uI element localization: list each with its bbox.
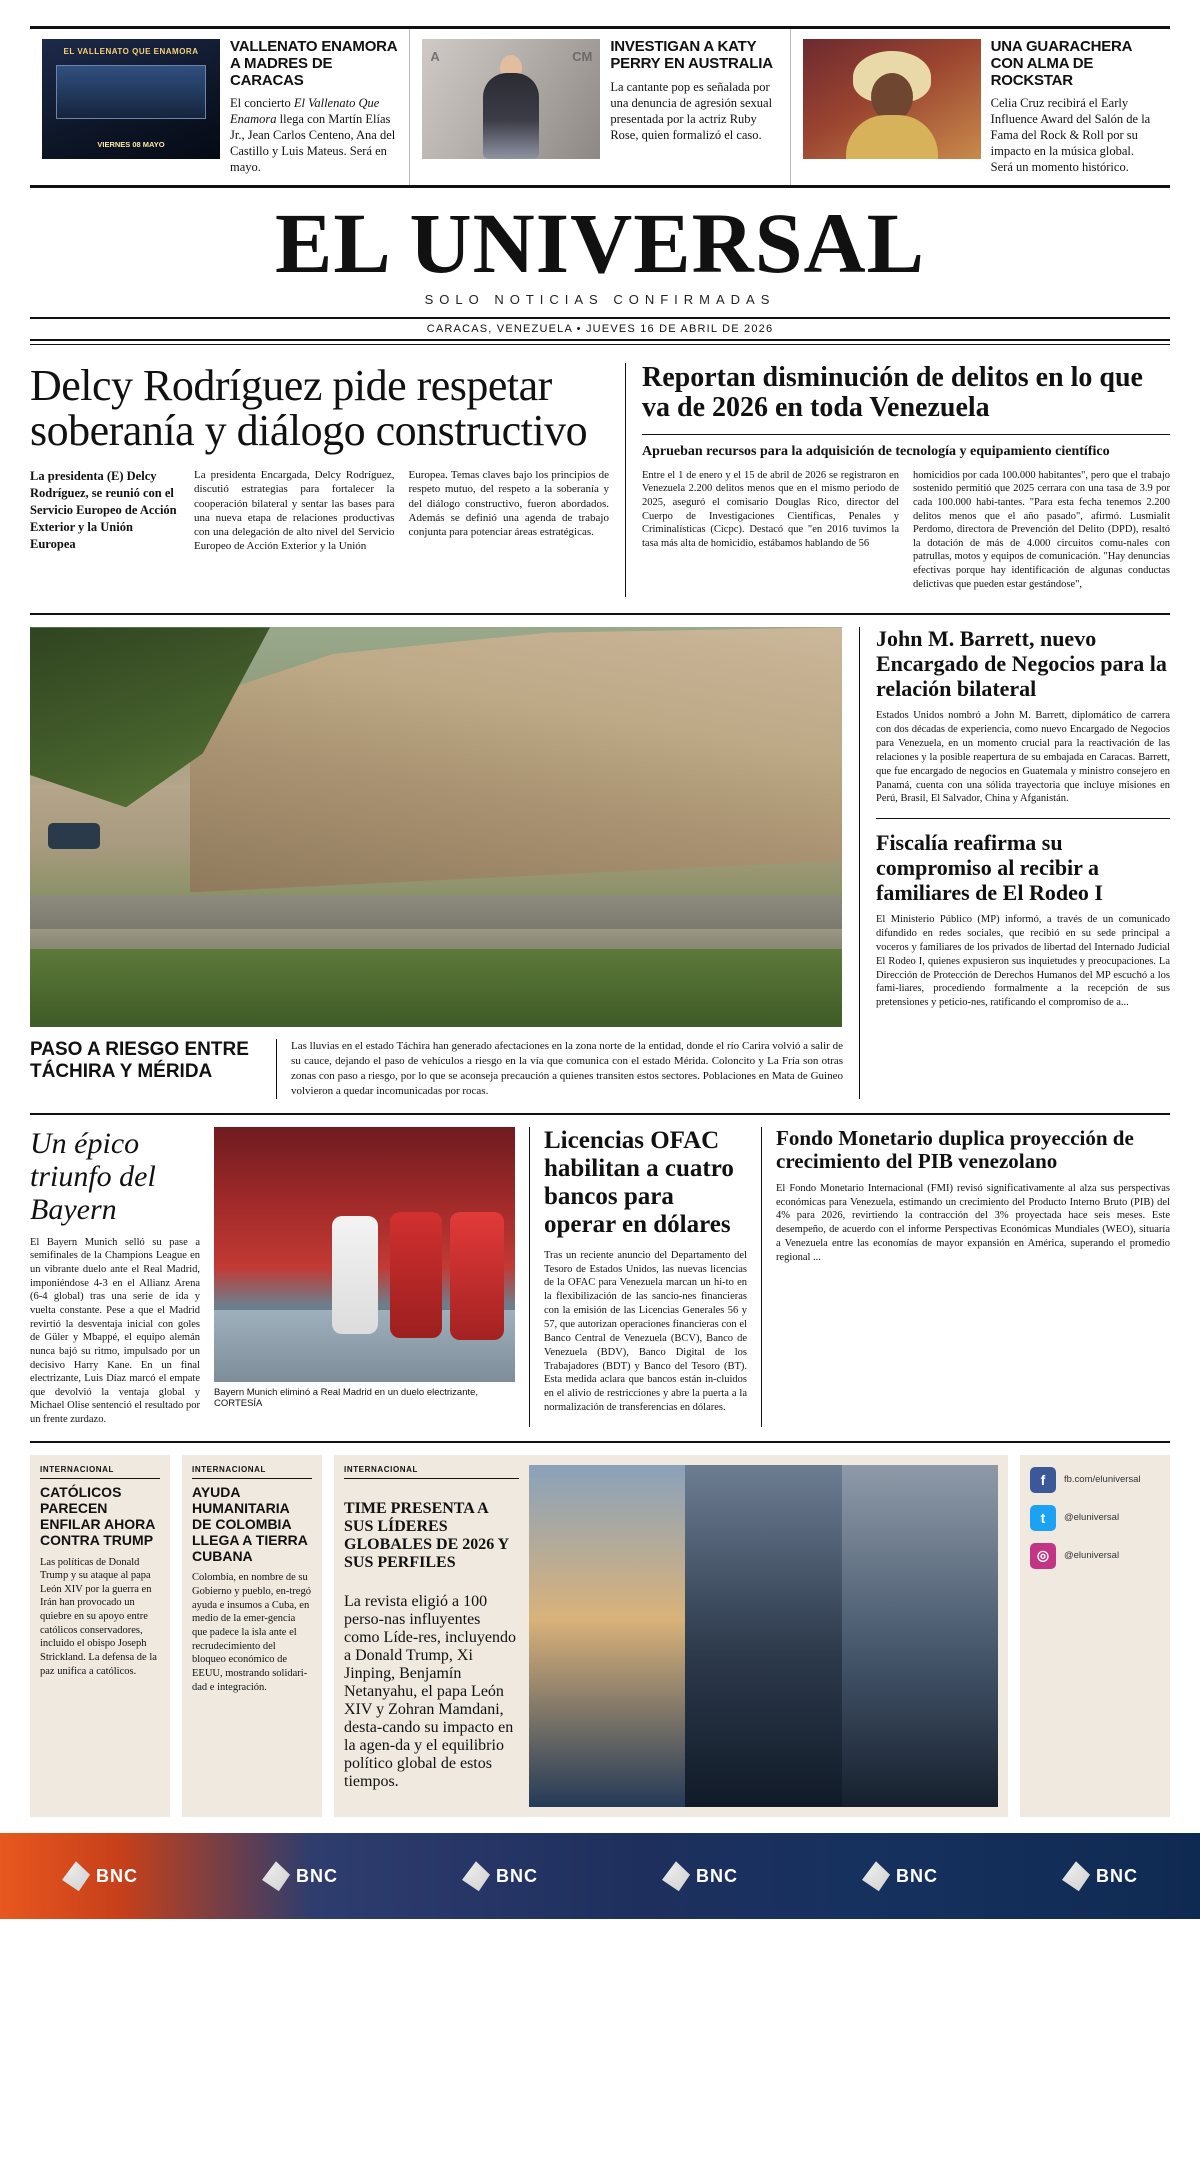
bnc-label: BNC: [696, 1865, 738, 1886]
fmi-article: [762, 1127, 1170, 1427]
bayern-headline[interactable]: Un épico triunfo del Bayern: [30, 1126, 156, 1226]
leaf-icon: [1062, 1861, 1090, 1891]
crime-headline[interactable]: Reportan disminución de delitos en lo que va de 2026 en toda Venezuela: [642, 361, 1143, 424]
player-red-1: [390, 1212, 442, 1338]
instagram-handle: @eluniversal: [1064, 1550, 1120, 1562]
lead-headline[interactable]: Delcy Rodríguez pide respetar soberanía y diálogo constructivo: [30, 360, 588, 456]
social-links: [1020, 1455, 1170, 1818]
twitter-glyph: t: [1040, 1509, 1046, 1526]
time-photo-collage: [529, 1465, 998, 1808]
side-article-text: El Ministerio Público (MP) informó, a través de un comunicado difundido en redes sociales, que recibió en su sede principal a voceros y familiares de los privados de libertad del Internado Judicial El Rodeo I, quienes expusieron sus inquietudes y preocupaciones. La Dirección de Protección de Derechos Humanos del MP escuchó a los fami-liares, procediendo formalmente a la recepción de sus pretensiones y peticio-nes, ratificando el compromiso de a...: [876, 914, 1170, 1009]
crime-column-1: [642, 469, 899, 598]
football-photo-caption: Bayern Munich eliminó a Real Madrid en un duelo electrizante, CORTESÍA: [214, 1386, 479, 1409]
player-red-2: [450, 1212, 504, 1340]
lead-standfirst: La presidenta (E) Delcy Rodríguez, se reunió con el Servicio Europeo de Acción Exterior y la Unión Europea: [30, 469, 177, 551]
main-photo-section: [30, 613, 1170, 1098]
international-text: Las políticas de Donald Trump y su ataque al papa León XIV por la guerra en Irán han provocado un quiebre en su apoyo entre católicos conservadores, incluido el obispo Joseph Strickland. La defensa de la paz unifica a católicos.: [40, 1556, 157, 1677]
bayern-article: [30, 1127, 530, 1427]
section-tag: INTERNACIONAL: [192, 1465, 312, 1479]
bayern-photo-column: [214, 1127, 515, 1427]
leaf-icon: [62, 1861, 90, 1891]
fmi-block: [776, 1127, 1170, 1277]
fmi-title[interactable]: Fondo Monetario duplica proyección de crecimiento del PIB venezolano: [776, 1125, 1134, 1174]
teaser-title[interactable]: VALLENATO ENAMORA A MADRES DE CARACAS: [230, 38, 397, 89]
bnc-logo: [262, 1861, 338, 1891]
celia-cruz-thumb: [803, 39, 981, 159]
photo-caption-title: PASO A RIESGO ENTRE TÁCHIRA Y MÉRIDA: [30, 1039, 249, 1083]
teaser-strip: [30, 26, 1170, 188]
leaf-icon: [862, 1861, 890, 1891]
teaser-text-block: [610, 39, 777, 175]
teaser-body: [230, 95, 397, 175]
lead-column-1: [194, 468, 395, 561]
twitter-icon[interactable]: [1030, 1505, 1056, 1531]
lead-column-2: [409, 468, 610, 561]
photo-caption-text: Las lluvias en el estado Táchira han generado afectaciones en la zona norte de la entidad, donde el río Carira volvió a salir de su cauce, dejando el paso de vehículos a riesgo en la vía que comunica con el estado Mérida. Coloncito y La Fría son otras zonas con paso a riesgo, por lo que se aconseja precaución a quienes transiten estos sectores. Poblaciones en Mata de Guineo volvieron a quedar incomunicadas por rocas.: [276, 1039, 843, 1098]
bnc-logo: [62, 1861, 138, 1891]
time-text-column: [344, 1465, 519, 1808]
fmi-text: El Fondo Monetario Internacional (FMI) revisó significativamente al alza sus perspectivas económicas para Venezuela, estimando un crecimiento del Producto Interno Bruto (PIB) del 4% para 2026, revirtiendo la contracción del 3% proyectada hace seis meses. Este desempeño, de acuerdo con el informe Perspectivas Económicas Mundiales (WEO), situaría a Venezuela entre las economías de mayor expansión en América, superando el promedio regional ...: [776, 1182, 1170, 1264]
social-instagram[interactable]: [1030, 1543, 1160, 1569]
crime-paragraph: homicidios por cada 100.000 habitantes", pero que el trabajo sostenido permitió que 2025 cerrara con una tasa de 3.9 por cada 100.000 habi-tantes. "Para esta fecha tenemos 2.200 delitos menos que el año pasado", afirmó. Lusmialit Perdomo, directora de Prevención del Delito (DPD), resaltó la dotación de más de 4.000 circuitos comu-nales con patrullas, motos y equipos de comunicación. "Hay denuncias efectivas porque hay identificación de algunas conductas delictivas que pueden estar gestándose",: [913, 469, 1170, 590]
lead-paragraph: Europea. Temas claves bajo los principios de respeto mutuo, del respeto a la soberanía y del diálogo constructivo, fueron abordados. Además se definió una agenda de trabajo conjunta para potenciar áreas estratégicas.: [408, 469, 609, 539]
side-article: [876, 831, 1170, 1022]
photo-vehicle: [48, 823, 100, 849]
teaser-body-italic: El Vallenato Que Enamora: [230, 96, 380, 127]
teaser-body-pre: El concierto: [230, 96, 294, 111]
bnc-logo: [462, 1861, 538, 1891]
twitter-handle: @eluniversal: [1064, 1512, 1120, 1524]
person-figure: [483, 73, 539, 159]
main-photo-block: [30, 627, 860, 1098]
portrait-netanyahu: [842, 1465, 998, 1808]
dateline: CARACAS, VENEZUELA • JUEVES 16 DE ABRIL DE 2026: [30, 317, 1170, 341]
newspaper-title: EL UNIVERSAL: [274, 195, 926, 292]
bnc-logo: [662, 1861, 738, 1891]
instagram-glyph: ◎: [1036, 1547, 1050, 1564]
player-white: [332, 1216, 378, 1334]
teaser-item[interactable]: [790, 29, 1170, 185]
leaf-icon: [462, 1861, 490, 1891]
bnc-label: BNC: [496, 1865, 538, 1886]
facebook-icon[interactable]: [1030, 1467, 1056, 1493]
crime-article: [626, 363, 1170, 598]
landslide-photo: [30, 627, 842, 1027]
bnc-label: BNC: [96, 1865, 138, 1886]
ofac-text: Tras un reciente anuncio del Departamento del Tesoro de Estados Unidos, las nuevas licencias de la OFAC para Venezuela marcan un hi-to en la flexibilización de las sancio-nes financieras con la emisión de las Licencias Generales 56 y 57, que autorizan operaciones financieras con el Banco Central de Venezuela (BCV), Banco de Venezuela (BDV), Banco Digital de los Trabajadores (BDT) y Banco del Tesoro (BT). Esta medida aclara que bancos están in-cluidos en el alivio de restricciones y abre la puerta a la normalización de transferencias en dólares.: [544, 1249, 747, 1414]
teaser-text-block: [991, 39, 1158, 175]
bnc-label: BNC: [296, 1865, 338, 1886]
crime-paragraph: Entre el 1 de enero y el 15 de abril de 2026 se registraron en Venezuela 2.200 delitos menos que en el mismo periodo de 2025, aseguró el comisario Douglas Rico, director del Cuerpo de Investigaciones Científicas, Penales y Criminalísticas (Cicpc). Destacó que "en 2016 tuvimos la tasa más alta de homicidio, estábamos hablando de 56: [642, 469, 899, 549]
teaser-body-post: llega con Martín Elías Jr., Jean Carlos Centeno, Ana del Castillo y Luis Mateus. Será en mayo.: [230, 112, 396, 175]
bnc-logo: [862, 1861, 938, 1891]
side-article-title[interactable]: Fiscalía reafirma su compromiso al recibir a familiares de El Rodeo I: [876, 830, 1103, 905]
portrait-trump: [529, 1465, 685, 1808]
side-articles: [860, 627, 1170, 1098]
masthead: [30, 188, 1170, 348]
instagram-icon[interactable]: [1030, 1543, 1056, 1569]
section-tag: INTERNACIONAL: [344, 1465, 519, 1479]
side-article-title[interactable]: John M. Barrett, nuevo Encargado de Negocios para la relación bilateral: [876, 626, 1167, 701]
side-article-text: Estados Unidos nombró a John M. Barrett, diplomático de carrera con dos décadas de experiencia, como nuevo Encargado de Negocios para Venezuela, en un momento crucial para la reactivación de las relaciones y la posible reapertura de su embajada en Caracas. Barrett, que fue encargado de negocios en Guatemala y ministro consejero en Panamá, cuenta con una sólida trayectoria que incluye misiones en Perú, Brasil, El Salvador, China y Afganistán.: [876, 710, 1170, 805]
time-title[interactable]: TIME PRESENTA A SUS LÍDERES GLOBALES DE 2026 Y SUS PERFILES: [344, 1499, 509, 1571]
bayern-text: El Bayern Munich selló su pase a semifinales de la Champions League en un vibrante duelo ante el Real Madrid, imponiéndose 4-3 en el Allianz Arena (6-4 global) tras una serie de ida y vuelta constante. Pese a que el Madrid revirtió la desventaja inicial con goles de Güler y Mbappé, el equipo alemán nunca bajó su ritmo, impulsado por un decisivo Harry Kane. En un final electrizante, Luis Díaz marcó el empate que devolvió la ventaja global y Michael Olise sentenció el resultado por un frente zurdazo.: [30, 1236, 200, 1426]
international-title[interactable]: AYUDA HUMANITARIA DE COLOMBIA LLEGA A TIERRA CUBANA: [192, 1483, 308, 1564]
poster-bottom-text: VIERNES 08 MAYO: [97, 140, 165, 149]
bayern-text-column: [30, 1127, 200, 1427]
social-twitter[interactable]: [1030, 1505, 1160, 1531]
backdrop-text-left: A: [430, 49, 440, 64]
international-card[interactable]: [182, 1455, 322, 1818]
social-facebook[interactable]: [1030, 1467, 1160, 1493]
time-feature-card[interactable]: [334, 1455, 1008, 1818]
lower-section: [30, 1113, 1170, 1427]
leaf-icon: [662, 1861, 690, 1891]
facebook-handle: fb.com/eluniversal: [1064, 1474, 1141, 1486]
crime-column-2: [913, 469, 1170, 598]
bnc-logo: [1062, 1861, 1138, 1891]
international-card[interactable]: [30, 1455, 170, 1818]
bnc-label: BNC: [1096, 1865, 1138, 1886]
lead-section: [30, 360, 1170, 598]
leaf-icon: [262, 1861, 290, 1891]
lead-paragraph: La presidenta Encargada, Delcy Rodríguez, discutió estrategias para fortalecer la cooperación bilateral y sentar las bases para una nueva etapa de relaciones productivas con una delegación de alto nivel del Servicio Europeo de Acción Exterior y la Unión: [194, 469, 395, 553]
face-shape: [871, 73, 913, 121]
international-text: Colombia, en nombre de su Gobierno y pueblo, en-tregó ayuda e insumos a Cuba, en medio de la emer-gencia que padece la isla ante el recrudecimiento del bloqueo económico de EEUU, mostrando solidari-dad e integración.: [192, 1572, 311, 1693]
teaser-title[interactable]: INVESTIGAN A KATY PERRY EN AUSTRALIA: [610, 38, 773, 72]
dress-shape: [846, 115, 938, 159]
international-title[interactable]: CATÓLICOS PARECEN ENFILAR AHORA CONTRA TRUMP: [40, 1483, 155, 1548]
section-tag: INTERNACIONAL: [40, 1465, 160, 1479]
teaser-title[interactable]: UNA GUARACHERA CON ALMA DE ROCKSTAR: [990, 38, 1132, 89]
photo-grass: [30, 949, 842, 1027]
side-article: [876, 627, 1170, 819]
lead-article: [30, 360, 626, 598]
international-section: [30, 1441, 1170, 1818]
time-text: La revista eligió a 100 perso-nas influyentes como Líde-res, incluyendo a Donald Trump, Xi Jinping, Benjamín Netanyahu, el papa León XIV y Zohran Mamdani, desta-cando su impacto en la agen-da y el equilibrio político global de estos tiempos.: [344, 1593, 516, 1791]
red-carpet-thumb: [422, 39, 600, 159]
bnc-banner-ad[interactable]: [0, 1833, 1200, 1919]
teaser-item[interactable]: [30, 29, 409, 185]
teaser-text-block: [230, 39, 397, 175]
facebook-glyph: f: [1040, 1471, 1046, 1488]
masthead-slogan: SOLO NOTICIAS CONFIRMADAS: [424, 291, 776, 307]
portrait-mamdani: [685, 1465, 842, 1808]
ofac-title[interactable]: Licencias OFAC habilitan a cuatro bancos para operar en dólares: [544, 1126, 734, 1238]
divider: [30, 344, 1170, 345]
poster-band: [56, 65, 206, 119]
backdrop-text-right: CM: [572, 49, 593, 64]
football-photo: [214, 1127, 515, 1382]
teaser-body: La cantante pop es señalada por una denuncia de agresión sexual presentada por la actriz Ruby Rose, quien formalizó el caso.: [610, 79, 773, 142]
bnc-label: BNC: [896, 1865, 938, 1886]
photo-caption-row: [30, 1039, 843, 1098]
teaser-body: Celia Cruz recibirá el Early Influence Award del Salón de la Fama del Rock & Roll por su impacto en la música global. Será un momento histórico.: [990, 96, 1151, 175]
ofac-article: [530, 1127, 762, 1427]
crime-subhead: Aprueban recursos para la adquisición de tecnología y equipamiento científico: [642, 434, 1170, 461]
teaser-item[interactable]: [409, 29, 789, 185]
concert-poster-thumb: [42, 39, 220, 159]
poster-top-text: EL VALLENATO QUE ENAMORA: [63, 47, 199, 56]
